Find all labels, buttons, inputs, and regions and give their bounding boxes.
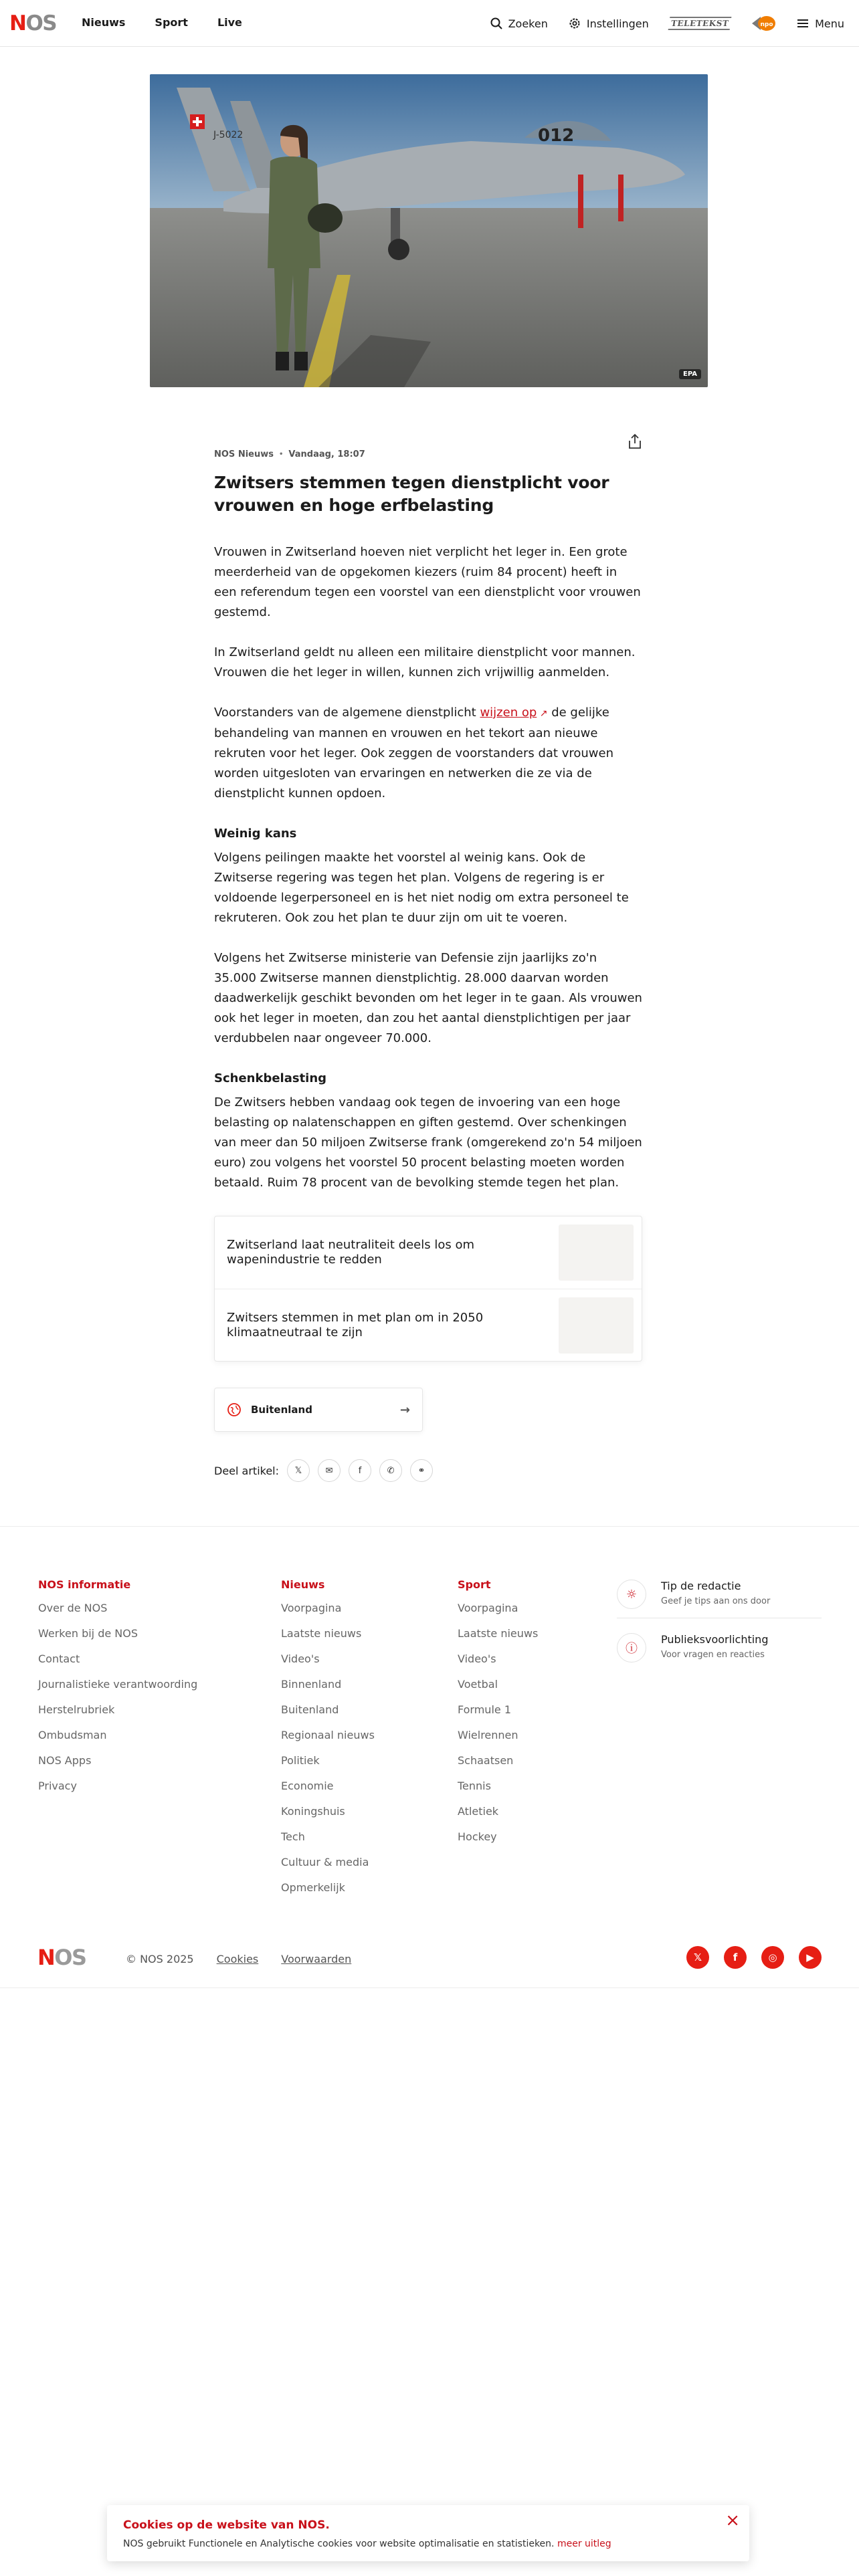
- footer-divider: [0, 1526, 859, 1527]
- main-nav: [82, 16, 242, 29]
- page-title: Zwitsers stemmen tegen dienstplicht voor vrouwen en hoge erfbelasting: [214, 473, 609, 515]
- footer-link[interactable]: Laatste nieuws: [281, 1627, 362, 1640]
- article-timestamp: Vandaag, 18:07: [288, 449, 365, 459]
- footer-link[interactable]: Laatste nieuws: [458, 1627, 539, 1640]
- external-link-icon: ↗: [537, 708, 548, 719]
- menu-button[interactable]: [796, 17, 844, 30]
- tag-buitenland[interactable]: [214, 1388, 423, 1432]
- related-item[interactable]: [215, 1289, 642, 1361]
- share-label: Deel artikel:: [214, 1464, 280, 1477]
- instagram-social-icon[interactable]: ◎: [761, 1946, 784, 1969]
- youtube-social-icon[interactable]: ▶: [799, 1946, 822, 1969]
- footer-link[interactable]: Contact: [38, 1652, 80, 1665]
- lightbulb-icon: ☼: [617, 1580, 646, 1609]
- tail-number: J-5022: [213, 130, 244, 140]
- close-icon[interactable]: ×: [725, 2510, 740, 2531]
- footer-link[interactable]: Economie: [281, 1780, 334, 1792]
- site-header: [0, 0, 859, 47]
- footer-bottom-bar: [0, 1938, 859, 1985]
- cookie-banner: [107, 2505, 749, 2561]
- inline-link-wijzen-op[interactable]: wijzen op: [480, 706, 537, 720]
- nav-nieuws[interactable]: Nieuws: [82, 16, 126, 29]
- nav-live[interactable]: Live: [217, 16, 242, 29]
- footer-link[interactable]: Ombudsman: [38, 1729, 107, 1741]
- cookie-text: NOS gebruikt Functionele en Analytische cookies voor website optimalisatie en statistieken.: [123, 2539, 555, 2549]
- facebook-icon[interactable]: f: [349, 1459, 371, 1482]
- copyright: © NOS 2025: [126, 1953, 194, 1965]
- footer-col-nos-informatie: [38, 1578, 197, 1804]
- hero-image: [150, 74, 708, 387]
- footer-link[interactable]: Voetbal: [458, 1678, 498, 1691]
- footer-link[interactable]: NOS Apps: [38, 1754, 92, 1767]
- related-title: Zwitsers stemmen in met plan om in 2050 klimaatneutraal te zijn: [227, 1310, 484, 1339]
- footer-heading: Nieuws: [281, 1578, 325, 1591]
- footer-nos-logo[interactable]: NOS: [37, 1945, 86, 1970]
- footer-link[interactable]: Opmerkelijk: [281, 1881, 345, 1894]
- p3-text-after: de gelijke behandeling van mannen en vrouwen en het tekort aan nieuwe rekruten voor het leger. Ook zeggen de voorstanders dat vrouwen worden uitgesloten van ervaringen en netwerken die ze via de dienstplicht kunnen opdoen.: [214, 706, 613, 800]
- subheading-weinig-kans: Weinig kans: [214, 827, 297, 841]
- paragraph-3: [214, 703, 642, 804]
- arrow-right-icon: →: [399, 1402, 410, 1417]
- footer-link[interactable]: Werken bij de NOS: [38, 1627, 138, 1640]
- footer-link[interactable]: Schaatsen: [458, 1754, 514, 1767]
- hamburger-icon: [796, 17, 809, 30]
- share-article: [214, 1459, 433, 1482]
- footer-link[interactable]: Formule 1: [458, 1703, 511, 1716]
- footer-col-nieuws: [281, 1578, 375, 1905]
- teletekst-link[interactable]: TELETEKST: [668, 17, 731, 30]
- search-button[interactable]: [490, 17, 548, 30]
- footer-heading: NOS informatie: [38, 1578, 131, 1591]
- footer-link[interactable]: Journalistieke verantwoording: [38, 1678, 198, 1691]
- footer-legal: [126, 1953, 351, 1965]
- publiek-title: Publieksvoorlichting: [661, 1633, 769, 1646]
- paragraph-4: Volgens peilingen maakte het voorstel al weinig kans. Ook de Zwitserse regering was tegen het plan. Volgens de regering is er voldoende legerpersoneel en is het niet nodig om extra personeel te rekruteren. Ook zou het plan te duur zijn om uit te voeren.: [214, 851, 629, 925]
- npo-logo-icon[interactable]: [751, 15, 776, 32]
- nose-number: 012: [538, 126, 575, 146]
- footer-link[interactable]: Voorpagina: [458, 1602, 518, 1614]
- footer-link[interactable]: Privacy: [38, 1780, 77, 1792]
- svg-text:npo: npo: [760, 21, 773, 28]
- footer-link[interactable]: Regionaal nieuws: [281, 1729, 375, 1741]
- footer-link[interactable]: Wielrennen: [458, 1729, 518, 1741]
- footer-link[interactable]: Video's: [281, 1652, 320, 1665]
- related-thumbnail: [559, 1297, 634, 1354]
- nos-logo[interactable]: NOS: [9, 11, 57, 35]
- facebook-social-icon[interactable]: f: [724, 1946, 747, 1969]
- footer-link[interactable]: Voorpagina: [281, 1602, 342, 1614]
- article: [214, 449, 642, 1193]
- whatsapp-icon[interactable]: ✆: [379, 1459, 402, 1482]
- social-links: [686, 1946, 822, 1969]
- footer-link[interactable]: Binnenland: [281, 1678, 342, 1691]
- tip-de-redactie-card[interactable]: [617, 1573, 822, 1618]
- photo-credit: EPA: [679, 369, 701, 379]
- tip-subtitle: Geef je tips aan ons door: [661, 1596, 771, 1606]
- settings-label: Instellingen: [586, 17, 649, 30]
- footer-link[interactable]: Herstelrubriek: [38, 1703, 115, 1716]
- footer-link[interactable]: Tech: [281, 1830, 305, 1843]
- x-social-icon[interactable]: 𝕏: [686, 1946, 709, 1969]
- cookie-title: Cookies op de website van NOS.: [123, 2518, 330, 2532]
- footer-link[interactable]: Atletiek: [458, 1805, 499, 1818]
- paragraph-1: Vrouwen in Zwitserland hoeven niet verplicht het leger in. Een grote meerderheid van de opgekomen kiezers (ruim 84 procent) heeft in een referendum tegen een voorstel van een dienstplicht voor vrouwen gestemd.: [214, 545, 641, 619]
- globe-icon: [227, 1402, 242, 1417]
- x-icon[interactable]: 𝕏: [287, 1459, 310, 1482]
- footer-link[interactable]: Hockey: [458, 1830, 497, 1843]
- footer-link[interactable]: Cultuur & media: [281, 1856, 369, 1868]
- mail-icon[interactable]: ✉: [318, 1459, 341, 1482]
- footer-heading: Sport: [458, 1578, 491, 1591]
- nav-sport[interactable]: Sport: [155, 16, 188, 29]
- paragraph-5: Volgens het Zwitserse ministerie van Defensie zijn jaarlijks zo'n 35.000 Zwitserse mannen dienstplichtig. 28.000 daarvan worden daadwerkelijk geschikt bevonden om het leger in te gaan. Als vrouwen ook het leger in moeten, dan zou het aantal dienstplichtigen per jaar verdubbelen naar ongeveer 70.000.: [214, 951, 642, 1045]
- related-thumbnail: [559, 1224, 634, 1281]
- publiek-subtitle: Voor vragen en reacties: [661, 1650, 765, 1660]
- article-source[interactable]: NOS Nieuws: [214, 449, 274, 459]
- footer-link[interactable]: Over de NOS: [38, 1602, 108, 1614]
- hero-photo: [150, 74, 708, 387]
- search-label: Zoeken: [508, 17, 548, 30]
- meer-uitleg-link[interactable]: meer uitleg: [557, 2539, 611, 2549]
- footer-link[interactable]: Buitenland: [281, 1703, 339, 1716]
- article-meta: [214, 449, 642, 459]
- footer-col-sport: [458, 1578, 538, 1854]
- footer-link[interactable]: Tennis: [458, 1780, 491, 1792]
- voorwaarden-link[interactable]: Voorwaarden: [281, 1953, 352, 1965]
- cookies-link[interactable]: Cookies: [216, 1953, 259, 1965]
- paragraph-6: De Zwitsers hebben vandaag ook tegen de invoering van een hoge belasting op nalatenschappen en giften gestemd. Over schenkingen van meer dan 50 miljoen Zwitserse frank (omgerekend zo'n 54 miljoen euro) zou volgens het voorstel 50 procent belasting moeten worden betaald. Ruim 78 procent van de bevolking stemde tegen het plan.: [214, 1095, 642, 1190]
- link-icon[interactable]: ⚭: [410, 1459, 433, 1482]
- tip-title: Tip de redactie: [661, 1580, 741, 1592]
- related-title: Zwitserland laat neutraliteit deels los om wapenindustrie te redden: [227, 1238, 475, 1267]
- gear-icon: [568, 17, 581, 30]
- footer-link[interactable]: Video's: [458, 1652, 496, 1665]
- menu-label: Menu: [815, 17, 844, 30]
- share-icon[interactable]: [628, 433, 642, 449]
- footer-link[interactable]: Politiek: [281, 1754, 320, 1767]
- cookie-text-line: [123, 2539, 733, 2549]
- related-item[interactable]: [215, 1216, 642, 1289]
- settings-button[interactable]: [568, 17, 649, 30]
- header-actions: [490, 15, 844, 32]
- paragraph-2: In Zwitserland geldt nu alleen een militaire dienstplicht voor mannen. Vrouwen die het leger in willen, kunnen zich vrijwillig aanmelden.: [214, 645, 636, 679]
- footer-link[interactable]: Koningshuis: [281, 1805, 345, 1818]
- search-icon: [490, 17, 503, 30]
- publieksvoorlichting-card[interactable]: [617, 1626, 822, 1672]
- related-articles: [214, 1216, 642, 1362]
- subheading-schenkbelasting: Schenkbelasting: [214, 1071, 327, 1085]
- info-icon: ⓘ: [617, 1633, 646, 1662]
- tag-label: Buitenland: [251, 1404, 312, 1416]
- p3-text-before: Voorstanders van de algemene dienstplicht: [214, 706, 480, 720]
- meta-separator: •: [278, 451, 284, 458]
